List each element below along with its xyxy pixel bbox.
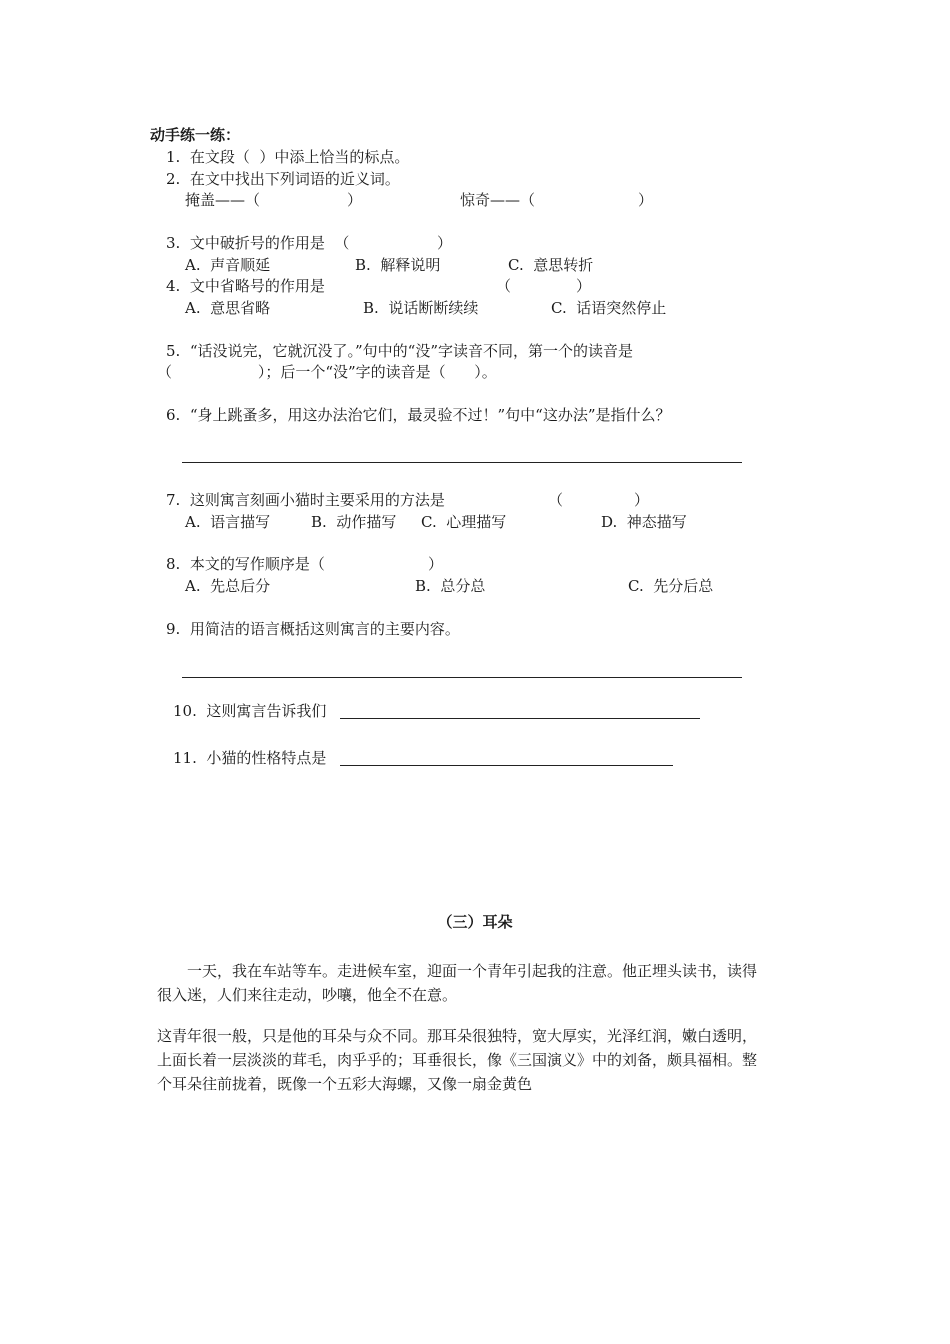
q8-option-a: A. 先总后分 <box>185 577 271 595</box>
q6-answer-line[interactable] <box>182 462 742 463</box>
q9-answer-line[interactable] <box>182 677 742 678</box>
story-paragraph-2: 这青年很一般，只是他的耳朵与众不同。那耳朵很独特，宽大厚实，光泽红润，嫩白透明，上面长着一层淡淡的茸毛，肉乎乎的；耳垂很长，像《三国演义》中的刘备，颇具福相。整个耳朵往前拢着，既像一个五彩大海螺，又像一扇金黄色 <box>157 1027 758 1093</box>
question-2: 2. 在文中找出下列词语的近义词。 <box>166 170 400 188</box>
q8-paren-close: ） <box>428 555 444 573</box>
q3-option-c: C. 意思转折 <box>508 256 594 274</box>
q11-answer-line[interactable] <box>340 765 673 766</box>
q2-word-a: 掩盖——（ <box>185 191 261 209</box>
story-title: （三）耳朵 <box>437 913 513 931</box>
question-10: 10. 这则寓言告诉我们 <box>173 702 327 720</box>
q7-option-b: B. 动作描写 <box>311 513 397 531</box>
question-1: 1. 在文段（ ）中添上恰当的标点。 <box>166 148 410 166</box>
question-5-line1: 5. “话没说完，它就沉没了。”句中的“没”字读音不同，第一个的读音是 <box>166 342 634 360</box>
q3-option-a: A. 声音顺延 <box>185 256 271 274</box>
q3-paren-close: ） <box>437 234 453 252</box>
q7-paren-open: （ <box>548 491 564 509</box>
q7-option-a: A. 语言描写 <box>185 513 271 531</box>
story-paragraph-1: 一天，我在车站等车。走进候车室，迎面一个青年引起我的注意。他正埋头读书，读得很入迷，人们来往走动，吵嚷，他全不在意。 <box>157 962 758 1004</box>
q4-option-a: A. 意思省略 <box>185 299 271 317</box>
question-9: 9. 用简洁的语言概括这则寓言的主要内容。 <box>166 620 460 638</box>
q7-paren-close: ） <box>634 491 650 509</box>
question-4: 4. 文中省略号的作用是 <box>166 277 325 295</box>
q10-answer-line[interactable] <box>340 718 700 719</box>
exercise-heading: 动手练一练： <box>150 126 241 144</box>
question-5-line2: （ ）；后一个“没”字的读音是（ ）。 <box>157 363 497 381</box>
q3-option-b: B. 解释说明 <box>355 256 441 274</box>
question-7: 7. 这则寓言刻画小猫时主要采用的方法是 <box>166 491 445 509</box>
q4-paren-close: ） <box>576 277 592 295</box>
q8-option-b: B. 总分总 <box>415 577 486 595</box>
q4-paren-open: （ <box>496 277 512 295</box>
q7-option-d: D. 神态描写 <box>601 513 687 531</box>
q2-word-a-close: ） <box>347 191 363 209</box>
q2-word-b: 惊奇——（ <box>460 191 536 209</box>
question-3: 3. 文中破折号的作用是 （ <box>166 234 350 252</box>
question-6: 6. “身上跳蚤多，用这办法治它们，最灵验不过！”句中“这办法”是指什么？ <box>166 406 671 424</box>
q4-option-b: B. 说话断断续续 <box>363 299 479 317</box>
q7-option-c: C. 心理描写 <box>421 513 507 531</box>
q4-option-c: C. 话语突然停止 <box>551 299 667 317</box>
q2-word-b-close: ） <box>638 191 654 209</box>
question-8: 8. 本文的写作顺序是（ <box>166 555 325 573</box>
question-11: 11. 小猫的性格特点是 <box>173 749 327 767</box>
q8-option-c: C. 先分后总 <box>628 577 714 595</box>
